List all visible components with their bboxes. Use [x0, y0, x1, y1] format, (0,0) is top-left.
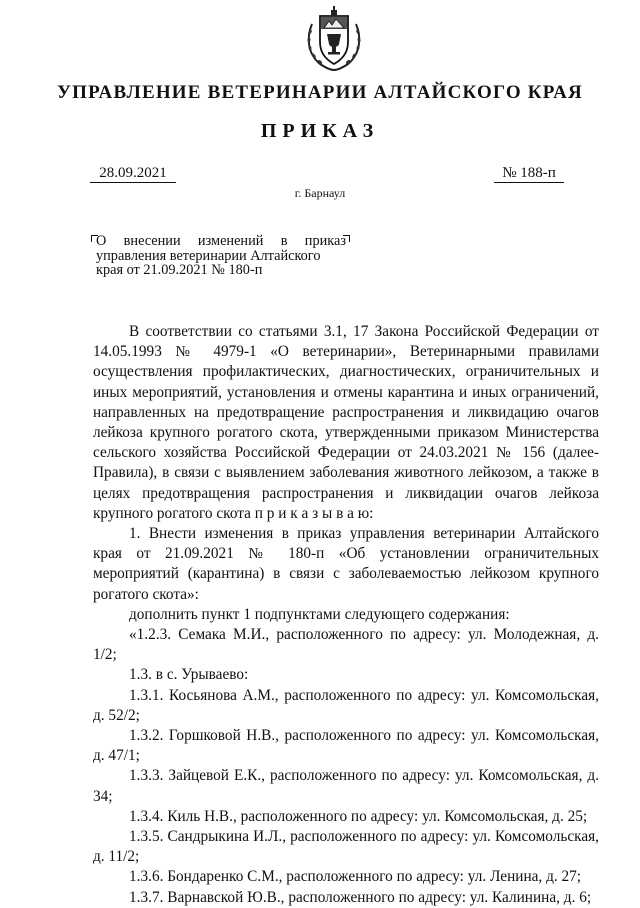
- coat-of-arms-icon: [298, 4, 370, 76]
- subitem-paragraph: 1.3.2. Горшковой Н.В., расположенного по адресу: ул. Комсомольская, д. 47/1;: [93, 727, 599, 765]
- coat-of-arms-emblem: [298, 4, 370, 76]
- document-type-title: ПРИКАЗ: [260, 120, 380, 142]
- subitem-paragraph: 1.3.6. Бондаренко С.М., расположенного по адресу: ул. Ленина, д. 27;: [129, 868, 582, 886]
- subitem-paragraph: 1.3.4. Киль Н.В., расположенного по адресу: ул. Комсомольская, д. 25;: [129, 807, 588, 825]
- preamble-paragraph: В соответствии со статьями 3.1, 17 Закона Российской Федерации от 14.05.1993 № 4979-1 «О ветеринарии», Ветеринарными правилами осуществления профилактических, диагностических, ограничительных и иных мероприятий, установления и отмены карантина и иных ограничений, направленных на предотвращение распространения и ликвидацию очагов лейкоза крупного рогатого скота, утвержденными приказом Министерства сельского хозяйства Российской Федерации от 24.03.2021 № 156 (далее-Правила), в связи с выявлением заболевания животного лейкозом, а также в целях предотвращения распространения и ликвидации очагов лейкоза крупного рогатого скота п р и к а з ы в а ю:: [93, 323, 599, 522]
- item-1-paragraph: 1. Внести изменения в приказ управления ветеринарии Алтайского края от 21.09.2021 № 180-п «Об установлении ограничительных мероприятий (карантина) в связи с заболеваемостью лейкозом крупного рогатого скота»:: [93, 525, 599, 603]
- document-date: 28.09.2021: [90, 164, 176, 183]
- subject-line: О внесении изменений в приказ: [96, 233, 346, 249]
- subitem-paragraph: 1.3.3. Зайцевой Е.К., расположенного по адресу: ул. Комсомольская, д. 34;: [93, 767, 599, 805]
- document-subject: [96, 234, 346, 278]
- amendment-intro-paragraph: дополнить пункт 1 подпунктами следующего содержания:: [129, 605, 510, 623]
- document-body: [93, 322, 599, 908]
- organization-name: УПРАВЛЕНИЕ ВЕТЕРИНАРИИ АЛТАЙСКОГО КРАЯ: [57, 82, 583, 103]
- subject-line: края от 21.09.2021 № 180-п: [96, 262, 263, 278]
- subitem-paragraph: 1.3.5. Сандрыкина И.Л., расположенного по адресу: ул. Комсомольская, д. 11/2;: [93, 828, 599, 866]
- document-number: № 188-п: [494, 164, 564, 183]
- subitem-paragraph: «1.2.3. Семака М.И., расположенного по адресу: ул. Молодежная, д. 1/2;: [93, 626, 599, 664]
- subject-line: управления ветеринарии Алтайского: [96, 247, 321, 264]
- subitem-paragraph: 1.3. в с. Урываево:: [129, 666, 249, 684]
- subitem-paragraph: 1.3.7. Варнавской Ю.В., расположенного по адресу: ул. Калинина, д. 6;: [129, 888, 592, 906]
- subitem-paragraph: 1.3.1. Косьянова А.М., расположенного по адресу: ул. Комсомольская, д. 52/2;: [93, 686, 599, 724]
- document-city: г. Барнаул: [294, 186, 346, 200]
